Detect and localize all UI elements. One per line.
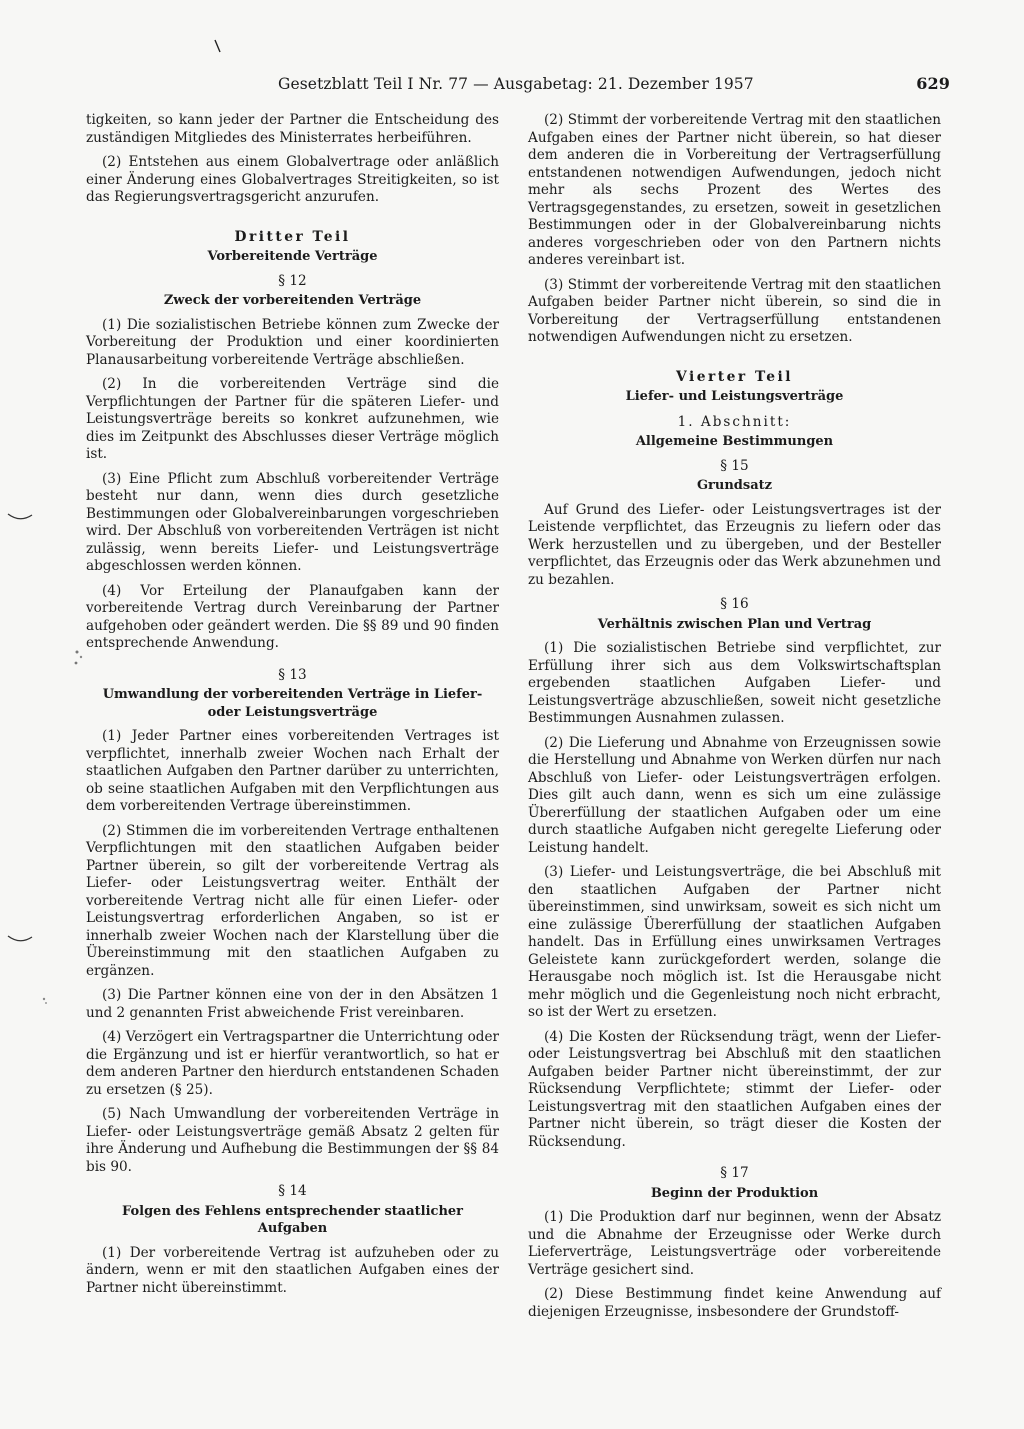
- section-title: Beginn der Produktion: [650, 1185, 819, 1201]
- paragraph: (2) Diese Bestimmung findet keine Anwendung auf diejenigen Erzeugnisse, insbesondere der Grundstoff-: [528, 1286, 941, 1320]
- paragraph: (1) Die sozialistischen Betriebe sind verpflichtet, zur Erfüllung ihrer sich aus dem Volkswirtschaftsplan ergebenden staatlichen Aufgaben Liefer- und Leistungsverträge abzuschließen, soweit nicht gesetzliche Bestimmungen Ausnahmen zulassen.: [528, 640, 941, 726]
- paragraph: (2) Stimmt der vorbereitende Vertrag mit den staatlichen Aufgaben eines der Partner nicht überein, so hat dieser dem anderen die in Vorbereitung der Vertragserfüllung entstandenen notwendigen Aufwendungen, jedoch nicht mehr als sechs Prozent des Wertes des Vertragsgegenstandes, zu ersetzen, soweit in gesetzlichen Bestimmungen oder in der Globalvereinbarung nichts anderes vorgeschrieben oder von den Partnern nichts anderes vereinbart ist.: [528, 112, 941, 268]
- paragraph: (1) Jeder Partner eines vorbereitenden Vertrages ist verpflichtet, innerhalb zweier Wochen nach Erhalt der staatlichen Aufgaben den Partner darüber zu unterrichten, ob seine staatlichen Aufgaben mit den Verpflichtungen aus dem vorbereitenden Vertrage übereinstimmen.: [86, 728, 499, 814]
- part-title: Liefer- und Leistungsverträge: [625, 389, 844, 404]
- section-title: Umwandlung der vorbereitenden Verträge in Liefer- oder Leistungsverträge: [102, 687, 483, 720]
- paragraph: (2) In die vorbereitenden Verträge sind die Verpflichtungen der Partner für die späteren Liefer- und Leistungsverträge bereits so konkret aufzunehmen, wie dies im Zeitpunkt des Abschlusses dieser Verträge möglich ist.: [86, 376, 499, 462]
- paragraph: (4) Verzögert ein Vertragspartner die Unterrichtung oder die Ergänzung und ist er hierfür verantwortlich, so hat er dem anderen Partner den hierdurch entstandenen Schaden zu ersetzen (§ 25).: [86, 1029, 499, 1098]
- paragraph: Auf Grund des Liefer- oder Leistungsvertrages ist der Leistende verpflichtet, das Erzeugnis zu liefern oder das Werk herzustellen und zu übergeben, und der Besteller verpflichtet, das Erzeugnis oder das Werk abzunehmen und zu bezahlen.: [528, 501, 941, 588]
- paragraph: (1) Die sozialistischen Betriebe können zum Zwecke der Vorbereitung der Produktion und einer koordinierten Planausarbeitung vorbereitende Verträge abschließen.: [86, 316, 499, 368]
- part-title: Vorbereitende Verträge: [207, 249, 378, 264]
- paragraph: (1) Die Produktion darf nur beginnen, wenn der Absatz und die Abnahme der Erzeugnisse oder Werke durch Lieferverträge, Leistungsverträge oder vorbereitende Verträge gesichert sind.: [528, 1209, 941, 1278]
- paragraph: (2) Die Lieferung und Abnahme von Erzeugnissen sowie die Herstellung und Abnahme von Werken dürfen nur nach Abschluß von Liefer- oder Leistungsverträgen erfolgen. Dies gilt auch dann, wenn es sich um eine zulässige Übererfüllung der staatlichen Aufgaben oder um eine durch staatliche Aufgaben nicht geregelte Lieferung oder Leistung handelt.: [528, 734, 941, 856]
- paragraph: (2) Stimmen die im vorbereitenden Vertrage enthaltenen Verpflichtungen mit den staatlichen Aufgaben beider Partner überein, so gilt der vorbereitende Vertrag als Liefer- oder Leistungsvertrag weiter. Enthält der vorbereitende Vertrag nicht alle für einen Liefer- oder Leistungsvertrag erforderlichen Angaben, so ist er innerhalb zweier Wochen nach der Klarstellung über die Übereinstimmung mit den staatlichen Aufgaben zu ergänzen.: [86, 822, 499, 979]
- part-heading: Dritter Teil: [234, 228, 351, 245]
- left-column: [86, 112, 499, 1304]
- paragraph: tigkeiten, so kann jeder der Partner die Entscheidung des zuständigen Mitgliedes des Ministerrates herbeiführen.: [86, 112, 499, 146]
- page-number: 629: [916, 74, 950, 93]
- section-number: § 17: [720, 1165, 749, 1181]
- paragraph: (3) Die Partner können eine von der in den Absätzen 1 und 2 genannten Frist abweichende Frist vereinbaren.: [86, 987, 499, 1021]
- paragraph: (1) Der vorbereitende Vertrag ist aufzuheben oder zu ändern, wenn er mit den staatlichen Aufgaben eines der Partner nicht übereinstimmt.: [86, 1244, 499, 1296]
- header-title: Gesetzblatt Teil I Nr. 77 — Ausgabetag: 21. Dezember 1957: [278, 75, 754, 93]
- scan-speck: [40, 992, 50, 1011]
- section-number: § 14: [278, 1183, 307, 1199]
- section-title: Zweck der vorbereitenden Verträge: [163, 293, 422, 308]
- paragraph: (3) Stimmt der vorbereitende Vertrag mit den staatlichen Aufgaben beider Partner nicht überein, so sind die in Vorbereitung der Vertragserfüllung entstandenen notwendigen Aufwendungen nicht zu ersetzen.: [528, 276, 941, 345]
- page-header: [278, 72, 950, 96]
- paragraph: (5) Nach Umwandlung der vorbereitenden Verträge in Liefer- oder Leistungsverträge gemäß Absatz 2 gelten für ihre Änderung und Aufhebung die Bestimmungen der §§ 84 bis 90.: [86, 1106, 499, 1175]
- paragraph: (3) Eine Pflicht zum Abschluß vorbereitender Verträge besteht nur dann, wenn dies durch gesetzliche Bestimmungen oder Globalvereinbarungen vorgeschrieben wird. Der Abschluß von vorbereitenden Verträgen ist nicht zulässig, wenn bereits Liefer- und Leistungsverträge abgeschlossen werden können.: [86, 470, 499, 574]
- section-number: § 16: [720, 596, 749, 612]
- paragraph: (3) Liefer- und Leistungsverträge, die bei Abschluß mit den staatlichen Aufgaben der Partner nicht übereinstimmen, sind unwirksam, soweit es sich nicht um eine zulässige Übererfüllung der staatlichen Aufgaben handelt. Das in Erfüllung eines unwirksamen Vertrages Geleistete kann zurückgefordert werden, solange die Herausgabe noch möglich ist. Ist die Herausgabe nicht mehr möglich und die Gegenleistung noch nicht erbracht, so ist der Wert zu ersetzen.: [528, 864, 941, 1020]
- paragraph: (2) Entstehen aus einem Globalvertrage oder anläßlich einer Änderung eines Globalvertrages Streitigkeiten, so ist das Regierungsvertragsgericht anzurufen.: [86, 154, 499, 205]
- margin-tick-mark: [6, 934, 34, 944]
- right-column: [528, 112, 941, 1328]
- section-number: § 13: [278, 666, 307, 683]
- paragraph: (4) Die Kosten der Rücksendung trägt, wenn der Liefer- oder Leistungsvertrag bei Abschluß mit den staatlichen Aufgaben beider Partner nicht übereinstimmt, der zur Rücksendung Verpflichtete; stimmt der Liefer- oder Leistungsvertrag mit den staatlichen Aufgaben eines der Partner nicht überein, so trägt dieser die Kosten der Rücksendung.: [528, 1028, 941, 1150]
- paragraph: (4) Vor Erteilung der Planaufgaben kann der vorbereitende Vertrag durch Vereinbarung der Partner aufgehoben oder geändert werden. Die §§ 89 und 90 finden entsprechende Anwendung.: [86, 582, 499, 651]
- margin-tick-mark: [6, 512, 34, 522]
- section-number: § 15: [720, 457, 749, 474]
- section-title: Verhältnis zwischen Plan und Vertrag: [597, 616, 872, 632]
- subsection-heading: 1. Abschnitt:: [677, 413, 792, 430]
- scan-mark: [214, 38, 222, 57]
- subsection-title: Allgemeine Bestimmungen: [635, 434, 834, 449]
- section-title: Folgen des Fehlens entsprechender staatlicher Aufgaben: [121, 1203, 464, 1236]
- scan-speck: [72, 648, 86, 674]
- section-number: § 12: [278, 272, 307, 289]
- part-heading: Vierter Teil: [676, 368, 793, 385]
- section-title: Grundsatz: [696, 478, 773, 493]
